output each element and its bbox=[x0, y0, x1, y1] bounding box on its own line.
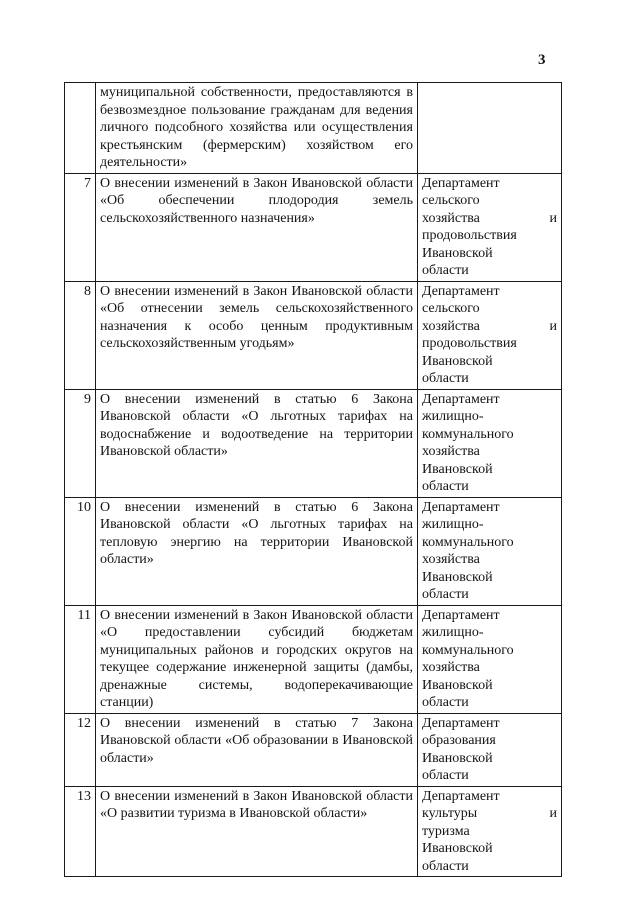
department-line: коммунального bbox=[422, 426, 514, 442]
department-line: коммунального bbox=[422, 534, 514, 550]
department-line: продовольствия bbox=[422, 228, 517, 243]
responsible-department bbox=[418, 786, 562, 877]
responsible-department bbox=[418, 497, 562, 605]
department-line: Ивановской bbox=[422, 841, 493, 856]
department-line: сельского bbox=[422, 301, 480, 316]
table-row bbox=[65, 786, 562, 877]
row-number: 7 bbox=[65, 173, 96, 281]
law-title: О внесении изменений в Закон Ивановской области «О предоставлении субсидий бюджетам муниципальных районов и городских округов на текущее содержание инженерной защиты (дамбы, дренажные системы, водоперекачивающие станции) bbox=[96, 605, 418, 713]
department-line: образования bbox=[422, 733, 496, 748]
department-line: Ивановской bbox=[422, 461, 493, 477]
department-line: культуры и bbox=[422, 806, 557, 821]
law-title: О внесении изменений в Закон Ивановской области «Об обеспечении плодородия земель сельскохозяйственного назначения» bbox=[96, 173, 418, 281]
department-line: области bbox=[422, 768, 469, 783]
department-line: Ивановской bbox=[422, 245, 493, 261]
responsible-department bbox=[418, 605, 562, 713]
row-number: 11 bbox=[65, 605, 96, 713]
department-line: хозяйства bbox=[422, 444, 480, 459]
department-line: области bbox=[422, 371, 469, 386]
department-line: Департамент bbox=[422, 499, 500, 515]
department-line: сельского bbox=[422, 193, 480, 208]
row-number: 8 bbox=[65, 281, 96, 389]
table-body bbox=[65, 83, 562, 877]
department-line: области bbox=[422, 263, 469, 278]
law-title: О внесении изменений в статью 6 Закона Ивановской области «О льготных тарифах на водоснабжение и водоотведение на территории Ивановской области» bbox=[96, 389, 418, 497]
department-line: области bbox=[422, 479, 469, 494]
department-line: Департамент bbox=[422, 607, 500, 623]
department-line: продовольствия bbox=[422, 336, 517, 351]
row-number: 9 bbox=[65, 389, 96, 497]
page-number: 3 bbox=[538, 52, 546, 68]
table-row bbox=[65, 389, 562, 497]
row-number bbox=[65, 83, 96, 174]
row-number: 12 bbox=[65, 713, 96, 786]
department-line: Департамент bbox=[422, 788, 500, 804]
table-row bbox=[65, 173, 562, 281]
responsible-department bbox=[418, 389, 562, 497]
department-line: жилищно- bbox=[422, 517, 484, 532]
row-number: 10 bbox=[65, 497, 96, 605]
department-line: Ивановской bbox=[422, 750, 493, 766]
law-title: муниципальной собственности, предоставляются в безвозмездное пользование гражданам для ведения личного подсобного хозяйства или осуществления крестьянским (фермерским) хозяйством его деятельности» bbox=[96, 83, 418, 174]
law-title: О внесении изменений в статью 6 Закона Ивановской области «О льготных тарифах на тепловую энергию на территории Ивановской области» bbox=[96, 497, 418, 605]
table-row bbox=[65, 497, 562, 605]
department-line: Ивановской bbox=[422, 569, 493, 585]
law-title: О внесении изменений в статью 7 Закона Ивановской области «Об образовании в Ивановской области» bbox=[96, 713, 418, 786]
department-line: жилищно- bbox=[422, 625, 484, 640]
department-line: хозяйства и bbox=[422, 318, 557, 334]
table-row bbox=[65, 281, 562, 389]
department-line: Департамент bbox=[422, 283, 500, 299]
department-line: хозяйства bbox=[422, 552, 480, 567]
responsible-department bbox=[418, 83, 562, 174]
department-line: области bbox=[422, 695, 469, 710]
law-title: О внесении изменений в Закон Ивановской области «О развитии туризма в Ивановской области» bbox=[96, 786, 418, 877]
department-line: хозяйства bbox=[422, 660, 480, 675]
row-number: 13 bbox=[65, 786, 96, 877]
department-line: Департамент bbox=[422, 391, 500, 407]
responsible-department bbox=[418, 713, 562, 786]
department-line: области bbox=[422, 858, 469, 874]
department-line: Департамент bbox=[422, 175, 500, 191]
department-line: Департамент bbox=[422, 715, 500, 731]
department-line: хозяйства и bbox=[422, 210, 557, 226]
table-row bbox=[65, 605, 562, 713]
table-row bbox=[65, 713, 562, 786]
department-line: области bbox=[422, 587, 469, 602]
department-line: жилищно- bbox=[422, 409, 484, 424]
law-title: О внесении изменений в Закон Ивановской области «Об отнесении земель сельскохозяйственного назначения к особо ценным продуктивным сельскохозяйственным угодьям» bbox=[96, 281, 418, 389]
table-row bbox=[65, 83, 562, 174]
department-line: туризма bbox=[422, 823, 470, 839]
department-line: Ивановской bbox=[422, 677, 493, 693]
department-line: Ивановской bbox=[422, 353, 493, 369]
department-line: коммунального bbox=[422, 642, 514, 658]
responsible-department bbox=[418, 281, 562, 389]
legislation-table bbox=[64, 82, 562, 877]
responsible-department bbox=[418, 173, 562, 281]
